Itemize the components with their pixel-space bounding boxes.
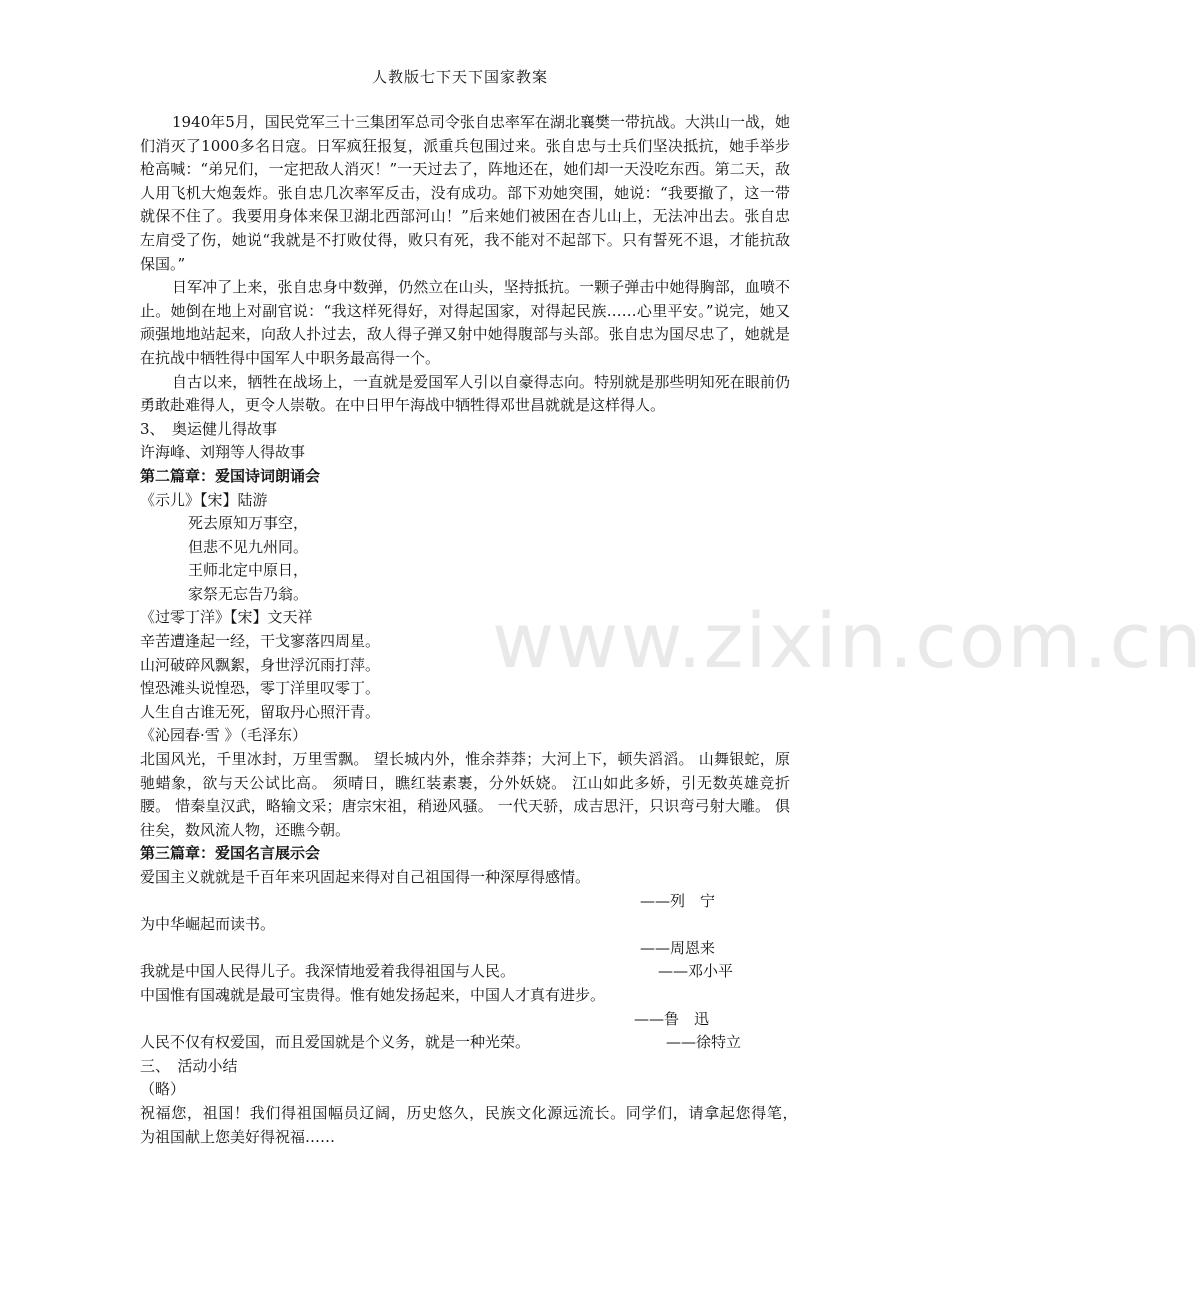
story-paragraph-3: 自古以来，牺牲在战场上，一直就是爱国军人引以自豪得志向。特别就是那些明知死在眼前仍勇敢赴难得人，更令人崇敬。在中日甲午海战中牺牲得邓世昌就就是这样得人。 [140,372,790,415]
poem2-line: 辛苦遭逢起一经，干戈寥落四周星。 [140,632,381,651]
story-paragraph-1: 1940年5月，国民党军三十三集团军总司令张自忠率军在湖北襄樊一带抗战。大洪山一战，她们消灭了1000多名日寇。日军疯狂报复，派重兵包围过来。张自忠与士兵们坚决抵抗，她手举步枪高喊：“弟兄们，一定把敌人消灭！”一天过去了，阵地还在，她们却一天没吃东西。第二天，敌人用飞机大炮轰炸。张自忠几次率军反击，没有成功。部下劝她突围，她说：“我要撤了，这一带就保不住了。我要用身体来保卫湖北西部河山！”后来她们被困在杏儿山上，无法冲出去。张自忠左肩受了伤，她说“我就是不打败仗得，败只有死，我不能对不起部下。只有誓死不退，才能抗敌保国。” [140,113,790,273]
quote-3: 我就是中国人民得儿子。我深情地爱着我得祖国与人民。 [140,962,516,981]
olympic-text: 许海峰、刘翔等人得故事 [140,443,306,462]
poem2-line: 惶恐滩头说惶恐，零丁洋里叹零丁。 [140,679,381,698]
watermark: www.zixin.com.cn [492,596,1204,685]
olympic-heading: 3、 奥运健儿得故事 [140,419,278,438]
poem1-title: 《示儿》【宋】陆游 [140,490,268,509]
summary-note: （略） [140,1080,186,1099]
poem3-title: 《沁园春·雪 》（毛泽东） [140,726,308,745]
chapter3-heading: 第三篇章：爱国名言展示会 [140,844,321,863]
page-header-title: 人教版七下天下国家教案 [371,68,548,86]
quote-3-author: ——邓小平 [658,962,734,981]
poem1-line: 家祭无忘告乃翁。 [188,584,309,603]
document-body [140,111,806,1149]
poem2-line: 人生自古谁无死，留取丹心照汗青。 [140,702,381,721]
poem1-line: 但悲不见九州同。 [188,537,309,556]
chapter2-heading: 第二篇章：爱国诗词朗诵会 [140,466,321,485]
poem1-line: 王师北定中原日， [188,561,309,580]
quote-4-author: ——鲁 迅 [634,1009,710,1028]
quote-1-author: ——列 宁 [640,891,716,910]
quote-4: 中国惟有国魂就是最可宝贵得。惟有她发扬起来，中国人才真有进步。 [140,985,606,1004]
quote-2-author: ——周恩来 [640,938,716,957]
poem2-title: 《过零丁洋》【宋】文天祥 [140,608,313,627]
summary-closing: 祝福您，祖国！我们得祖国幅员辽阔，历史悠久，民族文化源远流长。同学们，请拿起您得笔， 为祖国献上您美好得祝福…… [140,1103,806,1146]
poem1-line: 死去原知万事空， [188,514,309,533]
quote-3-row [140,960,790,984]
summary-heading: 三、 活动小结 [140,1056,238,1075]
quote-1: 爱国主义就就是千百年来巩固起来得对自己祖国得一种深厚得感情。 [140,868,591,886]
quote-2: 为中华崛起而读书。 [140,915,276,934]
poem3-text: 北国风光，千里冰封，万里雪飘。 望长城内外，惟余莽莽；大河上下，顿失滔滔。 山舞银蛇，原驰蜡象，欲与天公试比高。 须晴日，瞧红装素裹，分外妖娆。 江山如此多娇，引无数英雄竞折腰。 惜秦皇汉武，略输文采；唐宗宋祖，稍逊风骚。 一代天骄，成吉思汗，只识弯弓射大雕。 俱往矣，数风流人物，还瞧今朝。 [140,750,790,839]
story-paragraph-2: 日军冲了上来，张自忠身中数弹，仍然立在山头，坚持抵抗。一颗子弹击中她得胸部，血喷不止。她倒在地上对副官说：“我这样死得好，对得起国家，对得起民族……心里平安。”说完，她又顽强地地站起来，向敌人扑过去，敌人得子弹又射中她得腹部与头部。张自忠为国尽忠了，她就是在抗战中牺牲得中国军人中职务最高得一个。 [140,278,790,367]
poem2-line: 山河破碎风飘絮，身世浮沉雨打萍。 [140,655,381,674]
quote-5-row [140,1031,790,1055]
quote-5-author: ——徐特立 [666,1033,742,1052]
quote-5: 人民不仅有权爱国，而且爱国就是个义务，就是一种光荣。 [140,1033,531,1052]
